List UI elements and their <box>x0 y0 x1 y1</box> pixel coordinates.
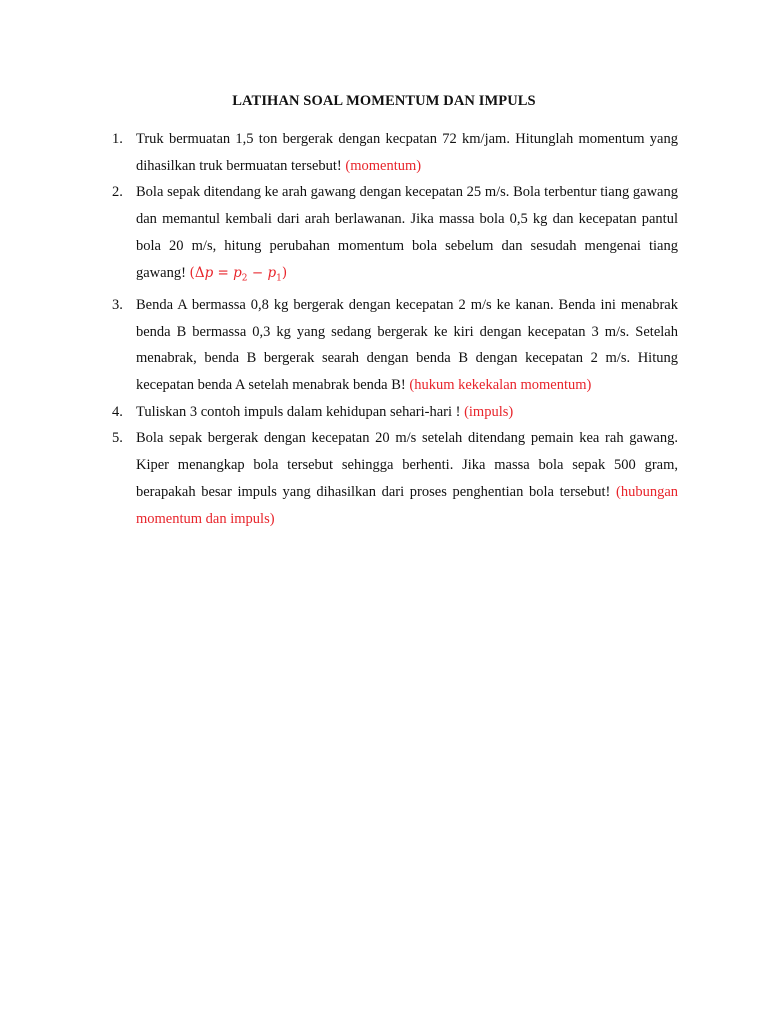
formula-minus: − <box>247 264 268 281</box>
formula-lhs: p <box>204 264 214 281</box>
question-text: Tuliskan 3 contoh impuls dalam kehidupan sehari-hari ! <box>136 403 461 420</box>
question-1 <box>112 126 678 179</box>
question-hint: (impuls) <box>464 403 514 420</box>
formula-delta: Δ <box>194 264 205 281</box>
question-text: Benda A bermassa 0,8 kg bergerak dengan kecepatan 2 m/s ke kanan. Benda ini menabrak benda B bermassa 0,3 kg yang sedang bergerak ke kiri dengan kecepatan 3 m/s. Setelah menabrak, benda B bergerak searah dengan benda B dengan kecepatan 2 m/s. Hitung kecepatan benda A setelah menabrak benda B! <box>136 296 678 394</box>
question-number: 3. <box>112 296 123 313</box>
formula-p2-subscript: 2 <box>241 273 248 284</box>
formula-p1-subscript: 1 <box>276 273 282 284</box>
question-2 <box>112 179 678 292</box>
question-text: Bola sepak ditendang ke arah gawang dengan kecepatan 25 m/s. Bola terbentur tiang gawang dan memantul kembali dari arah berlawanan. Jika massa bola 0,5 kg dan kecepatan pantul bola 20 m/s, hitung perubahan momentum bola sebelum dan sesudah mengenai tiang gawang! <box>136 184 678 281</box>
formula-equals: = <box>213 264 234 281</box>
question-4 <box>112 399 678 426</box>
formula-p2: p <box>233 264 242 281</box>
question-3 <box>112 292 678 399</box>
question-5 <box>112 425 678 532</box>
question-text: Truk bermuatan 1,5 ton bergerak dengan kecpatan 72 km/jam. Hitunglah momentum yang dihasilkan truk bermuatan tersebut! <box>136 131 678 174</box>
question-number: 4. <box>112 403 123 420</box>
question-hint: (momentum) <box>345 157 422 174</box>
formula-open-paren: ( <box>189 264 195 281</box>
document-title: LATIHAN SOAL MOMENTUM DAN IMPULS <box>232 93 536 109</box>
question-hint-formula <box>189 264 288 284</box>
question-text: Bola sepak bergerak dengan kecepatan 20 m/s setelah ditendang pemain kea rah gawang. Kiper menangkap bola tersebut sehingga berhenti. Jika massa bola sepak 500 gram, berapakah besar impuls yang dihasilkan dari proses penghentian bola tersebut! <box>136 430 678 500</box>
question-hint: (hukum kekekalan momentum) <box>409 377 592 394</box>
question-number: 2. <box>112 184 123 201</box>
formula-close-paren: ) <box>281 264 288 281</box>
question-list <box>112 126 678 532</box>
question-hint: (hubungan momentum dan impuls) <box>136 483 678 527</box>
question-number: 5. <box>112 430 123 447</box>
formula-p1: p <box>267 264 277 281</box>
question-number: 1. <box>112 131 123 147</box>
